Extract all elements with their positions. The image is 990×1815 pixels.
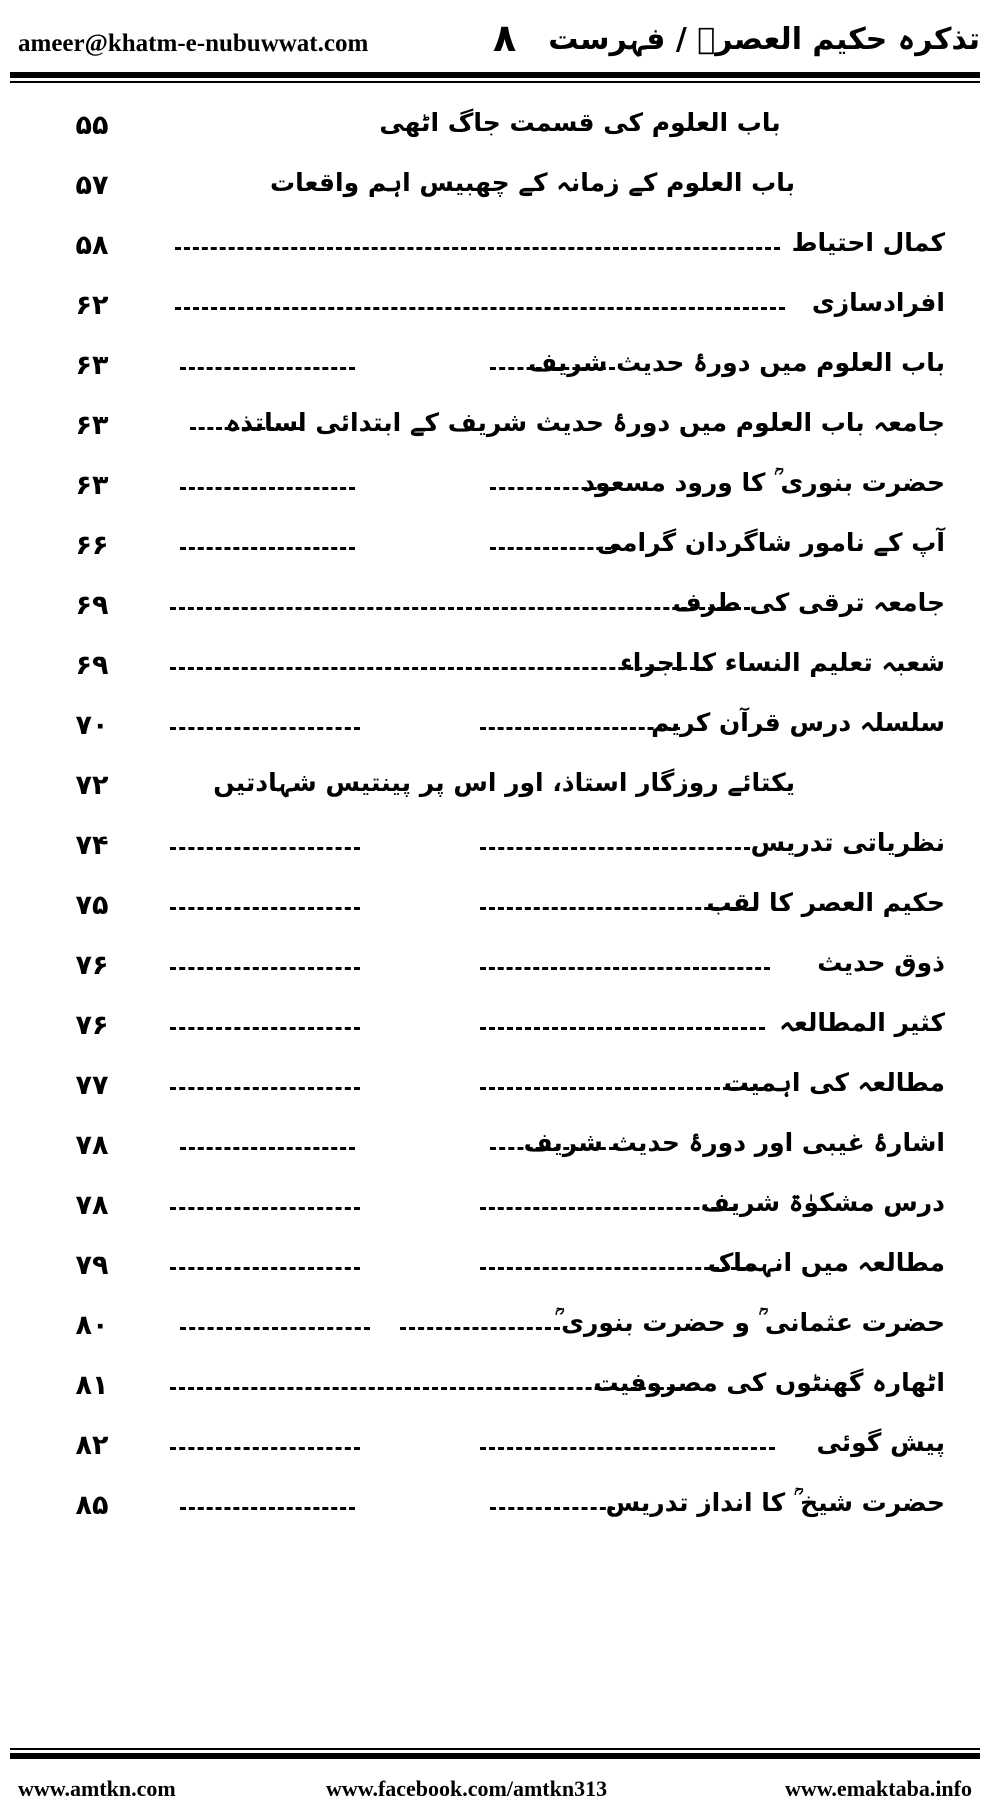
toc-title: ذوق حدیث	[817, 948, 945, 977]
leader-dashes	[170, 907, 360, 910]
toc-title: سلسلہ درس قرآن کریم	[651, 708, 945, 737]
toc-title: جامعہ ترقی کی طرف	[672, 588, 945, 617]
toc-row	[0, 760, 990, 820]
toc-title: کثیر المطالعہ	[779, 1008, 945, 1037]
leader-dashes	[170, 847, 360, 850]
toc-title: مطالعہ کی اہمیت	[723, 1068, 945, 1097]
toc-title: حضرت شیخ ؒ کا انداز تدریس	[605, 1488, 945, 1517]
toc-page-number: ۶۳	[75, 470, 109, 501]
leader-dashes	[180, 1327, 370, 1330]
leader-dashes	[170, 607, 750, 610]
toc-title: باب العلوم کے زمانہ کے چھبیس اہم واقعات	[270, 168, 795, 197]
toc-page-number: ۷۷	[75, 1070, 109, 1101]
book-title: تذکرہ حکیم العصرؒ / فہرست	[548, 22, 980, 57]
toc-row	[0, 580, 990, 640]
toc-row	[0, 1300, 990, 1360]
leader-dashes	[180, 487, 355, 490]
toc-title: آپ کے نامور شاگردان گرامی	[596, 528, 945, 557]
toc-page-number: ۸۵	[75, 1490, 109, 1521]
leader-dashes	[170, 1207, 360, 1210]
toc-page-number: ۷۸	[75, 1190, 109, 1221]
toc-row	[0, 820, 990, 880]
toc-title: نظریاتی تدریس	[750, 828, 945, 857]
page-header	[18, 14, 980, 74]
leader-dashes	[180, 547, 355, 550]
leader-dashes	[180, 367, 355, 370]
toc-page-number: ۷۶	[75, 950, 109, 981]
toc-title: مطالعہ میں انہماک	[707, 1248, 945, 1277]
toc-page-number: ۶۹	[75, 590, 109, 621]
toc-title: اٹھارہ گھنٹوں کی مصروفیت	[593, 1368, 945, 1397]
toc-row	[0, 940, 990, 1000]
leader-dashes	[480, 967, 770, 970]
toc-title: حکیم العصر کا لقب	[706, 888, 945, 917]
leader-dashes	[480, 1207, 735, 1210]
leader-dashes	[490, 1507, 615, 1510]
footer-rule-thin	[10, 1748, 980, 1750]
toc-page-number: ۷۵	[75, 890, 109, 921]
leader-dashes	[180, 1507, 355, 1510]
toc-row	[0, 280, 990, 340]
toc-page-number: ۶۳	[75, 350, 109, 381]
toc-title: افرادسازی	[811, 288, 945, 317]
leader-dashes	[170, 967, 360, 970]
toc-row	[0, 1180, 990, 1240]
toc-row	[0, 460, 990, 520]
footer-link-amtkn[interactable]: www.amtkn.com	[18, 1776, 176, 1801]
toc-page-number: ۸۲	[75, 1430, 109, 1461]
header-rule-thick	[10, 72, 980, 78]
toc-title: درس مشکوٰۃ شریف	[700, 1188, 945, 1217]
toc-page-number: ۷۴	[75, 830, 109, 861]
toc-row	[0, 700, 990, 760]
toc-page-number: ۷۸	[75, 1130, 109, 1161]
toc-row	[0, 640, 990, 700]
toc-row	[0, 1240, 990, 1300]
leader-dashes	[480, 727, 680, 730]
footer-link-emaktaba[interactable]: www.emaktaba.info	[784, 1776, 972, 1801]
toc-page-number: ۵۸	[75, 230, 109, 261]
toc-page-number: ۸۱	[75, 1370, 109, 1401]
toc-page-number: ۵۵	[75, 110, 109, 141]
toc-page-number: ۷۲	[75, 770, 109, 801]
toc-title: باب العلوم میں دورۂ حدیث شریف	[528, 348, 945, 377]
toc-row	[0, 340, 990, 400]
toc-row	[0, 880, 990, 940]
header-rule-thin	[10, 81, 980, 83]
toc-page-number: ۶۲	[75, 290, 109, 321]
table-of-contents	[0, 100, 990, 1690]
toc-page-number: ۷۶	[75, 1010, 109, 1041]
toc-page-number: ۵۷	[75, 170, 109, 201]
leader-dashes	[480, 1027, 765, 1030]
leader-dashes	[175, 307, 785, 310]
header-email: ameer@khatm-e-nubuwwat.com	[18, 30, 369, 57]
leader-dashes	[480, 847, 750, 850]
toc-row	[0, 1000, 990, 1060]
toc-title: اشارۂ غیبی اور دورۂ حدیث شریف	[523, 1128, 945, 1157]
leader-dashes	[480, 1087, 765, 1090]
toc-title: حضرت بنوری ؒ کا ورود مسعود	[582, 468, 945, 497]
toc-row	[0, 100, 990, 160]
toc-page-number: ۶۳	[75, 410, 109, 441]
leader-dashes	[175, 247, 780, 250]
toc-title: یکتائے روزگار استاذ، اور اس پر پینتیس شہادتیں	[213, 768, 795, 797]
footer-link-facebook[interactable]: www.facebook.com/amtkn313	[326, 1776, 608, 1801]
toc-page-number: ۶۹	[75, 650, 109, 681]
toc-row	[0, 1420, 990, 1480]
toc-row	[0, 400, 990, 460]
leader-dashes	[170, 1267, 360, 1270]
page-footer	[18, 1776, 972, 1806]
toc-title: باب العلوم کی قسمت جاگ اٹھی	[379, 108, 781, 137]
page-number: ٨	[493, 16, 517, 60]
toc-row	[0, 1360, 990, 1420]
toc-title: حضرت عثمانی ؒ و حضرت بنوری ؒ	[554, 1308, 945, 1337]
toc-title: شعبہ تعلیم النساء کا اجراء	[619, 648, 945, 677]
leader-dashes	[170, 727, 360, 730]
toc-row	[0, 220, 990, 280]
toc-row	[0, 160, 990, 220]
toc-title: پیش گوئی	[816, 1428, 945, 1457]
toc-page-number: ۸۰	[75, 1310, 109, 1341]
toc-title: جامعہ باب العلوم میں دورۂ حدیث شریف کے ابتدائی اساتذہ	[225, 408, 945, 437]
toc-page-number: ۶۶	[75, 530, 109, 561]
toc-row	[0, 1060, 990, 1120]
leader-dashes	[480, 1447, 775, 1450]
toc-row	[0, 1120, 990, 1180]
toc-title: کمال احتیاط	[791, 228, 945, 257]
toc-page-number: ۷۹	[75, 1250, 109, 1281]
leader-dashes	[170, 1087, 360, 1090]
toc-row	[0, 1480, 990, 1540]
leader-dashes	[170, 1027, 360, 1030]
leader-dashes	[170, 1447, 360, 1450]
leader-dashes	[400, 1327, 560, 1330]
toc-row	[0, 520, 990, 580]
footer-rule-thick	[10, 1753, 980, 1759]
toc-page-number: ۷۰	[75, 710, 109, 741]
leader-dashes	[180, 1147, 355, 1150]
